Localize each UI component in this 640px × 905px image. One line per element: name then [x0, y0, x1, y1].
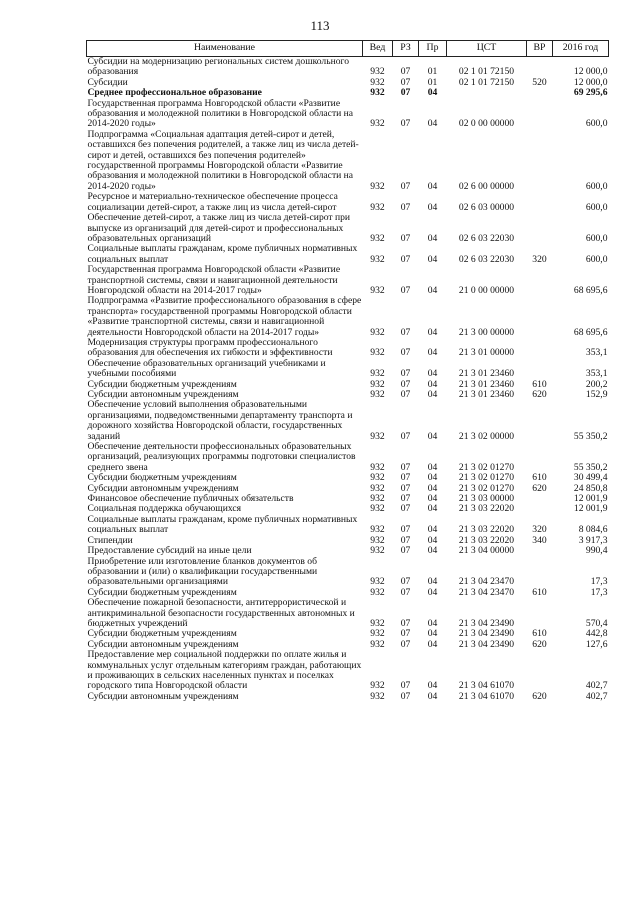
row-cst: 21 3 01 23460: [458, 389, 515, 400]
row-ved: 932: [370, 201, 385, 213]
row-ved: 932: [370, 284, 385, 296]
row-vr: [527, 546, 553, 556]
row-pr: 04: [427, 545, 438, 557]
row-vr: [527, 598, 553, 629]
row-cst: 21 3 03 00000: [458, 493, 515, 505]
row-amount: 12 000,0: [573, 76, 608, 88]
row-cst: 02 6 03 00000: [458, 201, 515, 213]
row-vr: [527, 265, 553, 296]
row-amount: 570,4: [585, 617, 608, 629]
row-rz: 07: [400, 389, 411, 400]
row-cst: 21 3 02 00000: [458, 430, 515, 442]
row-vr: [527, 213, 553, 244]
row-name: Ресурсное и материально-техническое обеспечение процесса социализации детей-сирот, а также лиц из числа детей-сирот: [87, 191, 338, 213]
row-vr: 610: [532, 628, 547, 640]
row-cst: 21 3 01 23460: [458, 378, 515, 390]
column-header-rz: РЗ: [393, 41, 419, 57]
row-name: Социальные выплаты гражданам, кроме публичных нормативных социальных выплат: [87, 513, 358, 536]
row-rz: 07: [400, 638, 411, 650]
row-cst: 21 3 01 23460: [458, 368, 515, 380]
row-vr: 320: [532, 524, 547, 536]
row-cst: 21 3 04 23490: [458, 628, 515, 640]
row-cst: 21 3 04 23470: [458, 586, 515, 598]
table-row: [87, 650, 609, 692]
row-ved: 932: [370, 524, 385, 536]
row-rz: 07: [400, 201, 411, 213]
row-amount: 402,7: [585, 690, 608, 702]
row-cst: 02 1 01 72150: [458, 76, 515, 88]
row-ved: 932: [370, 638, 385, 650]
row-ved: 932: [370, 368, 385, 380]
row-vr: 620: [532, 690, 547, 702]
row-pr: 04: [427, 284, 438, 296]
row-rz: 07: [400, 628, 411, 640]
row-amount: 600,0: [585, 253, 608, 265]
row-ved: 932: [370, 503, 385, 515]
row-vr: [527, 192, 553, 213]
table-row: [87, 192, 609, 213]
row-ved: 932: [370, 493, 385, 505]
row-rz: 07: [400, 524, 411, 536]
row-amount: 12 001,9: [573, 493, 608, 505]
row-rz: 07: [400, 482, 411, 494]
row-pr: 04: [427, 576, 438, 588]
row-cst: 21 3 04 23490: [458, 617, 515, 629]
row-vr: 320: [532, 253, 547, 265]
row-amount: 30 499,4: [573, 472, 608, 484]
row-ved: 932: [370, 534, 385, 546]
row-cst: 21 3 04 23470: [458, 576, 515, 588]
row-amount: 68 695,6: [573, 284, 608, 296]
row-pr: 04: [427, 461, 438, 473]
row-rz: 07: [400, 87, 411, 99]
row-amount: 12 001,9: [573, 503, 608, 515]
row-vr: [527, 400, 553, 442]
row-ved: 932: [370, 617, 385, 629]
row-name: Субсидии автономным учреждениям: [87, 690, 239, 702]
row-ved: 932: [370, 180, 385, 192]
row-cst: 21 3 01 00000: [458, 347, 515, 359]
row-vr: [527, 557, 553, 588]
row-rz: 07: [400, 430, 411, 442]
row-cst: 02 6 03 22030: [458, 232, 515, 244]
row-cst: 21 3 03 22020: [458, 524, 515, 536]
row-pr: 04: [427, 368, 438, 380]
row-amount: 200,2: [585, 378, 608, 390]
row-rz: 07: [400, 503, 411, 515]
row-ved: 932: [370, 347, 385, 359]
row-amount: 600,0: [585, 232, 608, 244]
row-vr: [527, 57, 553, 78]
row-amount: 353,1: [585, 368, 608, 380]
row-vr: [527, 504, 553, 514]
row-name: Обеспечение пожарной безопасности, антитеррористической и антикриминальной безопасности государственных автономных и бюджетных учреждений: [87, 597, 355, 629]
row-rz: 07: [400, 284, 411, 296]
row-rz: 07: [400, 534, 411, 546]
row-amount: 600,0: [585, 180, 608, 192]
row-rz: 07: [400, 472, 411, 484]
table-header-row: [87, 41, 609, 57]
row-ved: 932: [370, 472, 385, 484]
row-pr: 04: [427, 378, 438, 390]
row-rz: 07: [400, 76, 411, 88]
row-pr: 04: [427, 253, 438, 265]
row-pr: 04: [427, 430, 438, 442]
row-pr: 04: [427, 534, 438, 546]
row-amount: 353,1: [585, 347, 608, 359]
row-vr: [527, 296, 553, 338]
row-cst: 21 3 04 00000: [458, 545, 515, 557]
row-ved: 932: [370, 76, 385, 88]
row-ved: 932: [370, 378, 385, 390]
row-pr: 04: [427, 201, 438, 213]
row-cst: 21 3 04 61070: [458, 680, 515, 692]
row-cst: 02 6 03 22030: [458, 253, 515, 265]
row-name: Субсидии бюджетным учреждениям: [87, 586, 237, 598]
row-amount: 68 695,6: [573, 326, 608, 338]
table-row: [87, 244, 609, 265]
row-pr: 04: [427, 617, 438, 629]
row-name: Субсидии бюджетным учреждениям: [87, 378, 237, 390]
row-cst: 02 0 00 00000: [458, 118, 515, 130]
row-cst: 02 6 00 00000: [458, 180, 515, 192]
row-ved: 932: [370, 545, 385, 557]
row-name: Обеспечение деятельности профессиональных образовательных организаций, реализующих программы подготовки специалистов среднего звена: [87, 441, 356, 473]
row-cst: 21 3 02 01270: [458, 472, 515, 484]
row-rz: 07: [400, 461, 411, 473]
row-vr: [527, 338, 553, 359]
table-row: [87, 296, 609, 338]
row-name: Модернизация структуры программ профессионального образования для обеспечения их гибкости и эффективности: [87, 336, 333, 359]
row-rz: 07: [400, 576, 411, 588]
row-pr: 04: [427, 347, 438, 359]
row-cst: 02 1 01 72150: [458, 66, 515, 78]
row-name: Социальная поддержка обучающихся: [87, 503, 242, 515]
row-name: Предоставление мер социальной поддержки по оплате жилья и коммунальных услуг отдельным категориям граждан, работающих и проживающих в сельских населенных пунктах и поселках городского типа Новгородской области: [87, 649, 362, 692]
table-row: [87, 515, 609, 536]
row-name: Стипендии: [87, 534, 133, 546]
row-rz: 07: [400, 232, 411, 244]
row-name: Субсидии: [87, 76, 128, 88]
row-ved: 932: [370, 461, 385, 473]
row-amount: 990,4: [585, 545, 608, 557]
row-amount: 17,3: [590, 576, 608, 588]
row-cst: 21 0 00 00000: [458, 284, 515, 296]
row-rz: 07: [400, 378, 411, 390]
row-amount: 3 917,3: [578, 534, 608, 546]
column-header-cst: ЦСТ: [447, 41, 527, 57]
table-row: [87, 359, 609, 380]
row-name: Государственная программа Новгородской области «Развитие образования и молодежной политики в Новгородской области на 2014-2020 годы»: [87, 97, 354, 130]
row-rz: 07: [400, 680, 411, 692]
row-amount: 127,6: [585, 638, 608, 650]
row-vr: [527, 88, 553, 98]
row-vr: 610: [532, 472, 547, 484]
budget-table: [86, 40, 609, 702]
row-name: Приобретение или изготовление бланков документов об образовании и (или) о квалификации государственными образовательными организациями: [87, 555, 318, 588]
column-header-vr: ВР: [527, 41, 553, 57]
row-ved: 932: [370, 690, 385, 702]
row-rz: 07: [400, 617, 411, 629]
row-ved: 932: [370, 430, 385, 442]
row-ved: 932: [370, 253, 385, 265]
row-vr: 620: [532, 482, 547, 494]
row-pr: 04: [427, 586, 438, 598]
page-number: 113: [310, 18, 330, 33]
column-header-name: Наименование: [87, 41, 363, 57]
column-header-year: 2016 год: [553, 41, 609, 57]
row-pr: 04: [427, 389, 438, 400]
table-row: [87, 598, 609, 629]
row-pr: 04: [427, 472, 438, 484]
row-amount: 55 350,2: [573, 430, 608, 442]
row-pr: 04: [427, 326, 438, 338]
row-rz: 07: [400, 180, 411, 192]
row-rz: 07: [400, 66, 411, 78]
row-vr: [527, 99, 553, 130]
row-amount: 8 084,6: [578, 524, 608, 536]
row-vr: 610: [532, 586, 547, 598]
row-rz: 07: [400, 326, 411, 338]
row-rz: 07: [400, 493, 411, 505]
row-pr: 04: [427, 628, 438, 640]
row-ved: 932: [370, 118, 385, 130]
row-ved: 932: [370, 232, 385, 244]
row-name: Подпрограмма «Развитие профессионального образования в сфере транспорта» государственной программы Новгородской области «Развитие транспортной системы, связи и навигационной деятельности Новгородской области на 2014-2017 годы»: [87, 295, 362, 338]
row-cst: 21 3 04 23490: [458, 638, 515, 650]
row-name: Субсидии автономным учреждениям: [87, 389, 239, 400]
row-rz: 07: [400, 347, 411, 359]
row-name: Субсидии бюджетным учреждениям: [87, 472, 237, 484]
column-header-ved: Вед: [363, 41, 393, 57]
row-pr: 04: [427, 180, 438, 192]
row-rz: 07: [400, 545, 411, 557]
row-amount: 600,0: [585, 118, 608, 130]
row-vr: [527, 359, 553, 380]
row-ved: 932: [370, 326, 385, 338]
row-pr: 04: [427, 638, 438, 650]
row-rz: 07: [400, 253, 411, 265]
row-cst: 21 3 03 22020: [458, 503, 515, 515]
table-row: [87, 692, 609, 702]
row-amount: 152,9: [585, 389, 608, 400]
row-cst: 21 3 04 61070: [458, 690, 515, 702]
table-row: [87, 442, 609, 473]
row-cst: 21 3 02 01270: [458, 482, 515, 494]
row-pr: 04: [427, 87, 438, 99]
row-vr: [527, 494, 553, 504]
table-row: [87, 130, 609, 192]
table-row: [87, 338, 609, 359]
row-pr: 04: [427, 482, 438, 494]
row-amount: 24 850,8: [573, 482, 608, 494]
row-name: Субсидии на модернизацию региональных систем дошкольного образования: [87, 56, 350, 78]
row-vr: 340: [532, 534, 547, 546]
row-ved: 932: [370, 680, 385, 692]
table-row: [87, 265, 609, 296]
row-amount: 69 295,6: [573, 87, 608, 99]
row-name: Среднее профессиональное образование: [87, 87, 262, 99]
row-cst: 21 3 02 01270: [458, 461, 515, 473]
row-vr: 620: [532, 638, 547, 650]
row-name: Обеспечение образовательных организаций учебниками и учебными пособиями: [87, 357, 326, 380]
row-rz: 07: [400, 368, 411, 380]
row-amount: 12 000,0: [573, 66, 608, 78]
row-pr: 04: [427, 680, 438, 692]
row-name: Субсидии бюджетным учреждениям: [87, 628, 237, 640]
row-name: Субсидии автономным учреждениям: [87, 638, 239, 650]
row-name: Обеспечение условий выполнения образовательными организациями, подведомственными департаменту транспорта и дорожного хозяйства Новгородской области, государственных заданий: [87, 399, 353, 442]
row-pr: 04: [427, 524, 438, 536]
row-amount: 442,8: [585, 628, 608, 640]
row-pr: 01: [427, 66, 438, 78]
row-amount: 17,3: [590, 586, 608, 598]
table-row: [87, 557, 609, 588]
row-name: Подпрограмма «Социальная адаптация детей-сирот и детей, оставшихся без попечения родителей, а также лиц из числа детей-сирот и детей, оставшихся без попечения родителей» государственной программы Новгородской области «Развитие образования и молодежной политики в Новгородской области на 2014-2020 годы»: [87, 128, 359, 192]
table-row: [87, 57, 609, 78]
table-row: [87, 213, 609, 244]
row-pr: 04: [427, 503, 438, 515]
row-vr: 610: [532, 378, 547, 390]
table-body: [87, 57, 609, 703]
row-name: Государственная программа Новгородской области «Развитие транспортной системы, связи и навигационной деятельности Новгородской области на 2014-2017 годы»: [87, 264, 341, 296]
table-row: [87, 400, 609, 442]
row-vr: 520: [532, 76, 547, 88]
row-vr: 620: [532, 389, 547, 400]
table-row: [87, 546, 609, 556]
column-header-pr: Пр: [419, 41, 447, 57]
row-ved: 932: [370, 628, 385, 640]
row-name: Предоставление субсидий на иные цели: [87, 545, 252, 557]
row-cst: 21 3 03 22020: [458, 534, 515, 546]
row-name: Финансовое обеспечение публичных обязательств: [87, 493, 294, 505]
row-pr: 04: [427, 232, 438, 244]
row-ved: 932: [370, 87, 385, 99]
row-cst: 21 3 00 00000: [458, 326, 515, 338]
row-vr: [527, 442, 553, 473]
row-amount: 600,0: [585, 201, 608, 213]
row-ved: 932: [370, 389, 385, 400]
row-ved: 932: [370, 482, 385, 494]
row-name: Субсидии автономным учреждениям: [87, 482, 239, 494]
row-pr: 01: [427, 76, 438, 88]
row-amount: 55 350,2: [573, 461, 608, 473]
row-pr: 04: [427, 493, 438, 505]
row-pr: 04: [427, 690, 438, 702]
row-vr: [527, 650, 553, 692]
table-row: [87, 99, 609, 130]
row-amount: 402,7: [585, 680, 608, 692]
row-rz: 07: [400, 586, 411, 598]
row-name: Обеспечение детей-сирот, а также лиц из числа детей-сирот при выпуске из организаций для детей-сирот и профессиональных образовательных организаций: [87, 212, 351, 244]
row-cst: [447, 88, 527, 98]
row-pr: 04: [427, 118, 438, 130]
row-ved: 932: [370, 66, 385, 78]
row-vr: [527, 130, 553, 192]
row-rz: 07: [400, 690, 411, 702]
row-ved: 932: [370, 586, 385, 598]
row-name: Социальные выплаты гражданам, кроме публичных нормативных социальных выплат: [87, 243, 358, 265]
row-rz: 07: [400, 118, 411, 130]
row-ved: 932: [370, 576, 385, 588]
